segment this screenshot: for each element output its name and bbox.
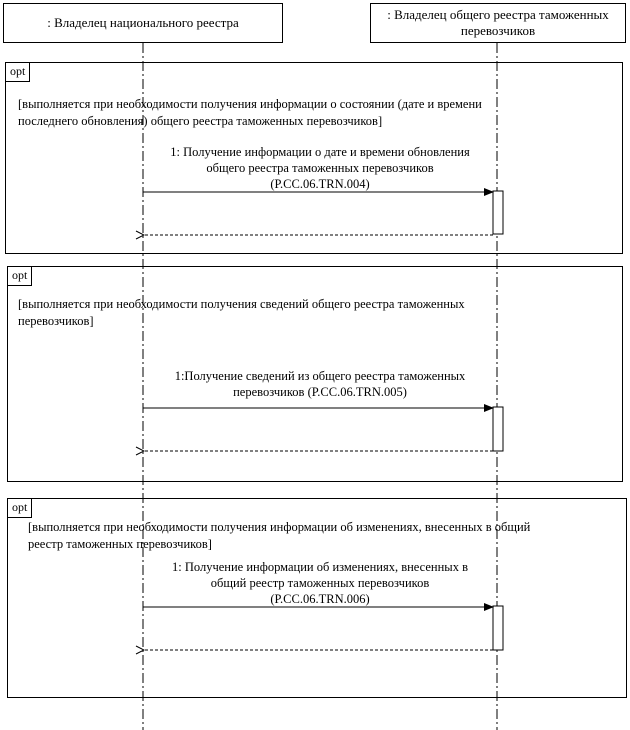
opt-fragment-2-operator: opt [8, 267, 32, 286]
lifeline-label-right-line1: : Владелец общего реестра таможенных [387, 7, 609, 22]
opt-fragment-3-guard-line2: реестр таможенных перевозчиков] [28, 537, 212, 551]
activation-bar-2 [493, 407, 503, 451]
message-3-label-line3: (P.CC.06.TRN.006) [270, 592, 370, 606]
opt-fragment-2-guard-line1: [выполняется при необходимости получения сведений общего реестра таможенных [18, 297, 465, 311]
message-2-label-line2: перевозчиков (P.CC.06.TRN.005) [233, 385, 407, 399]
opt-fragment-3-operator: opt [8, 499, 32, 518]
activation-bar-1 [493, 191, 503, 234]
opt-fragment-2-guard-line2: перевозчиков] [18, 314, 94, 328]
opt-fragment-1-guard-line1: [выполняется при необходимости получения информации о состоянии (дате и времени [18, 97, 482, 111]
activation-bar-3 [493, 606, 503, 650]
message-2-label-line1: 1:Получение сведений из общего реестра таможенных [174, 369, 466, 383]
message-3-label-line2: общий реестр таможенных перевозчиков [210, 576, 430, 590]
lifeline-label-left: : Владелец национального реестра [47, 15, 239, 30]
opt-fragment-1-guard-line2: последнего обновления) общего реестра таможенных перевозчиков] [18, 114, 383, 128]
message-3-label-line1: 1: Получение информации об изменениях, внесенных в [172, 560, 468, 574]
message-1-label-line3: (P.CC.06.TRN.004) [270, 177, 370, 191]
message-1-label-line2: общего реестра таможенных перевозчиков [206, 161, 434, 175]
lifeline-label-right-line2: перевозчиков [460, 23, 536, 38]
opt-fragment-3-guard-line1: [выполняется при необходимости получения информации об изменениях, внесенных в общий [28, 520, 531, 534]
opt-fragment-1-operator: opt [6, 63, 30, 82]
message-1-label-line1: 1: Получение информации о дате и времени обновления [170, 145, 470, 159]
